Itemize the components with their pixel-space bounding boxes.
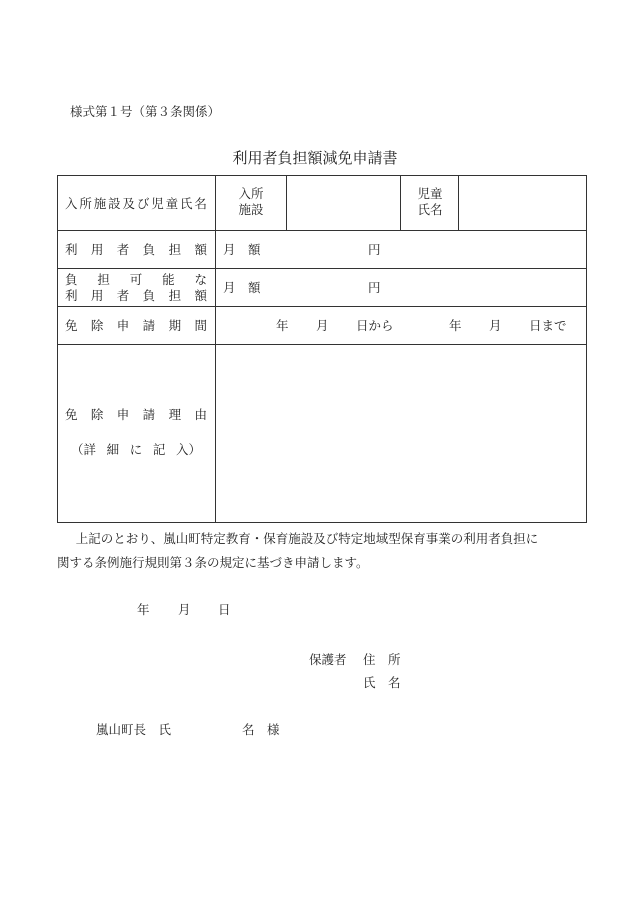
row-label-exemption-reason: 免 除 申 請 理 由 — [65, 407, 207, 422]
guardian-title: 保護者 — [309, 652, 347, 667]
table-divider-row4 — [57, 344, 587, 345]
child-name-label: 児童 氏名 — [417, 186, 443, 217]
table-border-left — [57, 175, 58, 523]
table-divider-row2 — [57, 268, 587, 269]
addressee-mayor: 嵐山町長 氏 — [96, 722, 172, 737]
facility-label: 入所 施設 — [238, 186, 264, 217]
monthly-label: 月 額 — [223, 280, 261, 295]
exemption-reason-input[interactable] — [217, 346, 585, 521]
from-day-label: 日から — [356, 318, 394, 333]
row-label-facility-child: 入 所 施 設 及 び 児 童 氏 名 — [65, 195, 207, 211]
date-year-label: 年 — [137, 602, 150, 617]
date-day-label: 日 — [218, 602, 231, 617]
to-day-label: 日まで — [529, 318, 567, 333]
child-name-input[interactable] — [459, 176, 586, 230]
to-month-label: 月 — [489, 318, 502, 333]
declaration-text: 上記のとおり、嵐山町特定教育・保育施設及び特定地域型保育事業の利用者負担に 関する条例施行規則第３条の規定に基づき申請します。 — [57, 531, 539, 570]
table-border-bottom — [57, 522, 587, 523]
application-form-table — [57, 175, 587, 523]
yen-label: 円 — [368, 280, 381, 295]
from-year-label: 年 — [276, 318, 289, 333]
form-number: 様式第１号（第３条関係） — [70, 104, 221, 119]
date-month-label: 月 — [178, 602, 191, 617]
document-title: 利用者負担額減免申請書 — [232, 149, 398, 167]
table-label-divider — [215, 175, 216, 523]
yen-label: 円 — [368, 242, 381, 257]
from-month-label: 月 — [316, 318, 329, 333]
row-label-affordable-burden: 負 担 可 能 な 利 用 者 負 担 額 — [65, 272, 207, 303]
guardian-name-label: 氏 名 — [363, 675, 401, 690]
to-year-label: 年 — [449, 318, 462, 333]
child-label-divider — [400, 175, 401, 231]
row-label-user-burden: 利 用 者 負 担 額 — [65, 242, 207, 257]
guardian-address-label: 住 所 — [363, 652, 401, 667]
facility-input[interactable] — [287, 176, 400, 230]
addressee-name-suffix: 名 様 — [242, 722, 280, 737]
monthly-label: 月 額 — [223, 242, 261, 257]
row-label-exemption-period: 免 除 申 請 期 間 — [65, 318, 207, 333]
row-sublabel-detail: （詳 細 に 記 入） — [71, 442, 201, 457]
table-border-right — [586, 175, 587, 523]
